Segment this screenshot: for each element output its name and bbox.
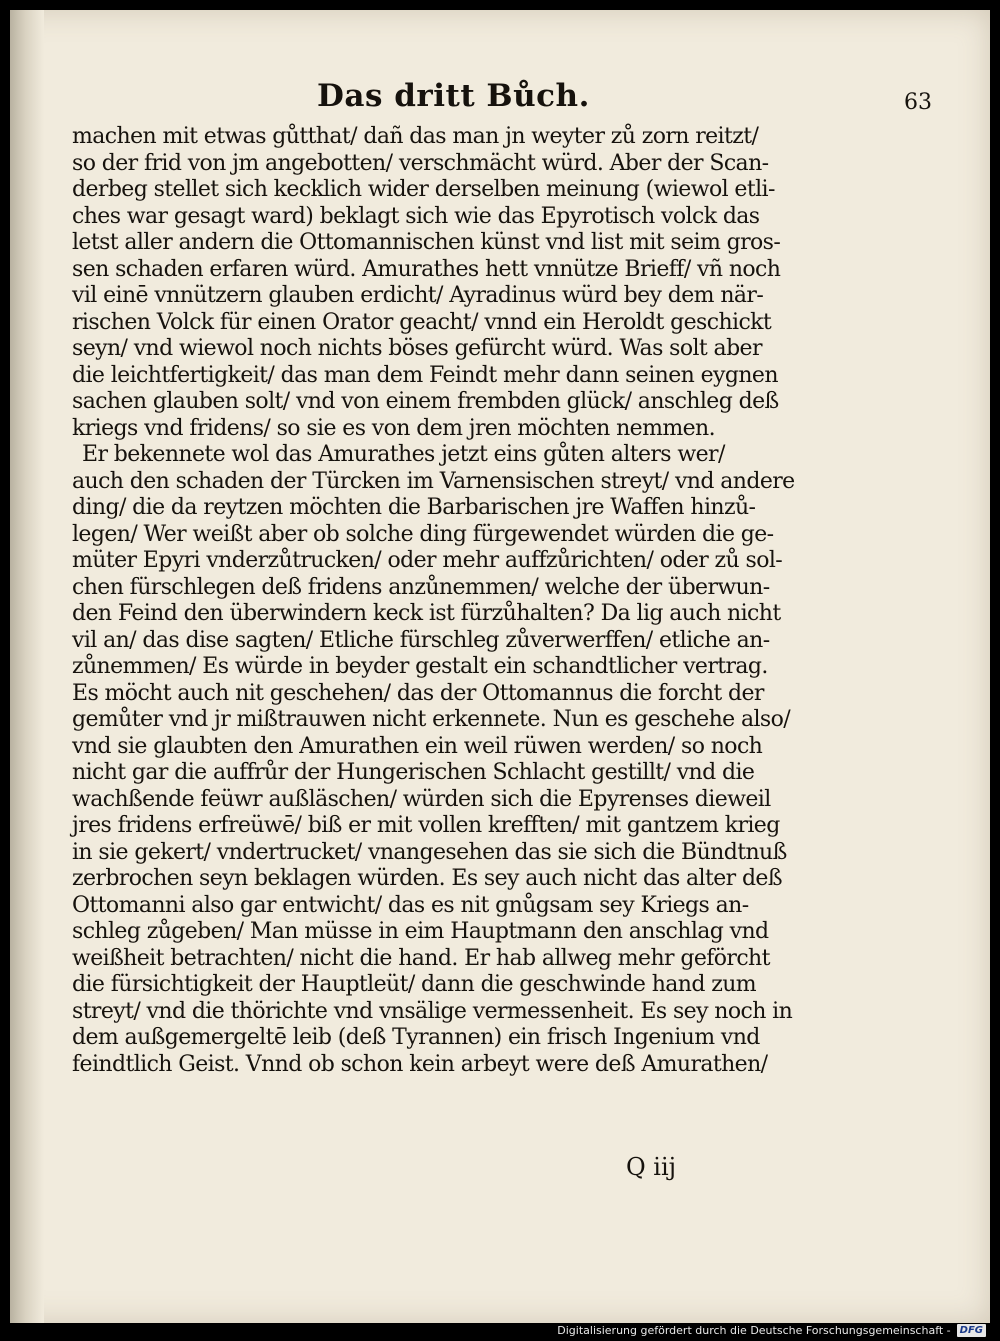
- text-line: den Feind den überwindern keck ist fürzůhalten? Da lig auch nicht: [72, 601, 781, 626]
- text-line: seyn/ vnd wiewol noch nichts böses gefürcht würd. Was solt aber: [72, 336, 762, 361]
- text-line: zerbrochen seyn beklagen würden. Es sey auch nicht das alter deß: [72, 866, 782, 891]
- dfg-logo: DFG: [957, 1324, 986, 1337]
- text-line: Ottomanni also gar entwicht/ das es nit gnůgsam sey Kriegs an-: [72, 892, 749, 918]
- text-line: schleg zůgeben/ Man müsse in eim Hauptmann den anschlag vnd: [72, 919, 769, 944]
- text-line: vnd sie glaubten den Amurathen ein weil rüwen werden/ so noch: [72, 733, 763, 759]
- text-line: chen fürschlegen deß fridens anzůnemmen/ welche der überwun-: [72, 574, 770, 600]
- text-line: nicht gar die auffrůr der Hungerischen Schlacht gestillt/ vnd die: [72, 760, 755, 785]
- footer-credit: [557, 1324, 986, 1337]
- text-line: weißheit betrachten/ nicht die hand. Er hab allweg mehr geförcht: [72, 945, 770, 971]
- running-head: Das dritt Bůch.: [317, 78, 590, 114]
- text-line: zůnemmen/ Es würde in beyder gestalt ein schandtlicher vertrag.: [72, 654, 768, 679]
- text-line: machen mit etwas gůtthat/ dañ das man jn weyter zů zorn reitzt/: [72, 124, 759, 149]
- text-line: dem außgemergeltē leib (deß Tyrannen) ein frisch Ingenium vnd: [72, 1025, 760, 1050]
- text-line: legen/ Wer weißt aber ob solche ding fürgewendet würden die ge-: [72, 521, 774, 547]
- text-line: müter Epyri vnderzůtrucken/ oder mehr auffzůrichten/ oder zů sol-: [72, 548, 783, 573]
- text-line: feindtlich Geist. Vnnd ob schon kein arbeyt were deß Amurathen/: [72, 1051, 768, 1077]
- text-line: vil an/ das dise sagten/ Etliche fürschleg zůverwerffen/ etliche an-: [72, 627, 770, 653]
- text-line: ding/ die da reytzen möchten die Barbarischen jre Waffen hinzů-: [72, 495, 756, 520]
- text-line: die leichtfertigkeit/ das man dem Feindt mehr dann seinen eygnen: [72, 362, 778, 388]
- text-line: Er bekennete wol das Amurathes jetzt eins gůten alters wer/: [82, 442, 725, 467]
- text-line: Es möcht auch nit geschehen/ das der Ottomannus die forcht der: [72, 680, 764, 706]
- footer-text: Digitalisierung gefördert durch die Deutsche Forschungsgemeinschaft -: [557, 1324, 951, 1337]
- page-gutter-shadow: [10, 10, 44, 1323]
- book-page: [10, 10, 990, 1323]
- page-header: [72, 76, 932, 120]
- text-line: ches war gesagt ward) beklagt sich wie das Epyrotisch volck das: [72, 203, 760, 229]
- body-text: [72, 124, 972, 1078]
- text-line: so der frid von jm angebotten/ verschmächt würd. Aber der Scan-: [72, 150, 769, 176]
- text-line: in sie gekert/ vndertrucket/ vnangesehen das sie sich die Bündtnuß: [72, 839, 787, 865]
- text-line: sachen glauben solt/ vnd von einem frembden glück/ anschleg deß: [72, 389, 779, 414]
- signature-mark: Q iij: [626, 1153, 677, 1181]
- text-line: sen schaden erfaren würd. Amurathes hett vnnütze Brieff/ vñ noch: [72, 256, 781, 282]
- text-line: vil einē vnnützern glauben erdicht/ Ayradinus würd bey dem när-: [72, 283, 764, 308]
- text-line: letst aller andern die Ottomannischen künst vnd list mit seim gros-: [72, 230, 781, 255]
- text-line: auch den schaden der Türcken im Varnensischen streyt/ vnd andere: [72, 468, 795, 494]
- text-line: wachßende feüwr außläschen/ würden sich die Epyrenses dieweil: [72, 786, 771, 812]
- text-line: derbeg stellet sich kecklich wider derselben meinung (wiewol etli-: [72, 177, 775, 202]
- text-line: die fürsichtigkeit der Hauptleüt/ dann die geschwinde hand zum: [72, 972, 757, 997]
- text-line: rischen Volck für einen Orator geacht/ vnnd ein Heroldt geschickt: [72, 309, 772, 335]
- text-line: kriegs vnd fridens/ so sie es von dem jren möchten nemmen.: [72, 415, 716, 441]
- text-line: jres fridens erfreüwē/ biß er mit vollen krefften/ mit gantzem krieg: [72, 813, 780, 838]
- text-line: streyt/ vnd die thörichte vnd vnsälige vermessenheit. Es sey noch in: [72, 998, 793, 1024]
- text-line: gemůter vnd jr mißtrauwen nicht erkennete. Nun es geschehe also/: [72, 707, 791, 732]
- folio-number: 63: [904, 90, 932, 115]
